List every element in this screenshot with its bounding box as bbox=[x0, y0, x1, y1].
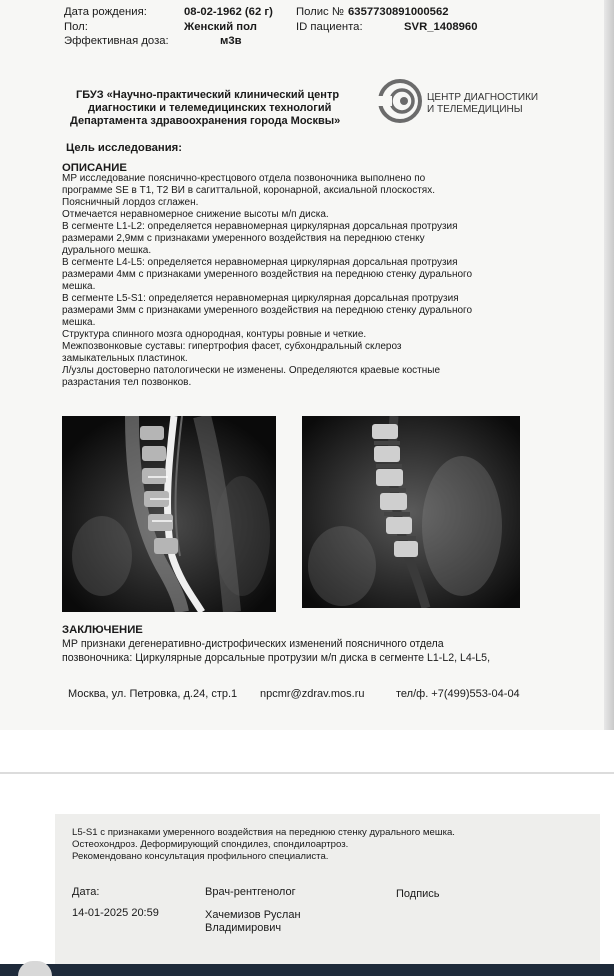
signature-label: Подпись bbox=[396, 888, 440, 900]
description-line: Поясничный лордоз сглажен. bbox=[62, 197, 199, 208]
conclusion-line: МР признаки дегенеративно-дистрофических изменений поясничного отдела bbox=[62, 638, 444, 650]
report-page-2 bbox=[0, 776, 614, 964]
description-line: размерами 4мм с признаками умеренного воздействия на переднюю стенку дурального bbox=[62, 269, 473, 280]
dose-value: м3в bbox=[220, 35, 242, 47]
continuation-line: Остеохондроз. Деформирующий спондилез, спондилоартроз. bbox=[72, 839, 349, 850]
page-2-continuation bbox=[72, 827, 455, 863]
continuation-line: L5-S1 с признаками умеренного воздействия на переднюю стенку дурального мешка. bbox=[72, 827, 455, 838]
doctor-role-label: Врач-рентгенолог bbox=[205, 886, 296, 898]
date-value: 14-01-2025 20:59 bbox=[72, 907, 159, 919]
footer-phone: тел/ф. +7(499)553-04-04 bbox=[396, 688, 520, 700]
logo-text-line-2: И ТЕЛЕМЕДИЦИНЫ bbox=[427, 104, 523, 115]
description-line: Межпозвонковые суставы: гипертрофия фасет, субхондральный склероз bbox=[62, 341, 402, 352]
bottom-toolbar bbox=[0, 964, 614, 976]
page-gap bbox=[0, 730, 614, 775]
patient-id-value: SVR_1408960 bbox=[404, 21, 478, 33]
description-line: размерами 3мм с признаками умеренного воздействия на переднюю стенку дурального bbox=[62, 305, 473, 316]
mri-image-sagittal-t1 bbox=[302, 416, 520, 608]
dose-label: Эффективная доза: bbox=[64, 35, 169, 47]
org-line-2: диагностики и телемедицинских технологий bbox=[88, 102, 332, 114]
footer-address: Москва, ул. Петровка, д.24, стр.1 bbox=[68, 688, 238, 700]
description-line: программе SE в T1, T2 ВИ в сагиттальной, коронарной, аксиальной плоскостях. bbox=[62, 185, 435, 196]
description-line: МР исследование пояснично-крестцового отдела позвоночника выполнено по bbox=[62, 173, 426, 184]
conclusion-line: позвоночника: Циркулярные дорсальные протрузии м/п диска в сегменте L1-L2, L4-L5, bbox=[62, 652, 491, 664]
page-2-sheet bbox=[55, 814, 600, 964]
page-separator bbox=[0, 772, 614, 774]
center-logo-icon bbox=[378, 78, 422, 124]
footer-email: npcmr@zdrav.mos.ru bbox=[260, 688, 365, 700]
description-line: мешка. bbox=[62, 317, 96, 328]
policy-label: Полис № bbox=[296, 6, 344, 18]
description-heading: ОПИСАНИЕ bbox=[62, 162, 127, 174]
continuation-line: Рекомендовано консультация профильного специалиста. bbox=[72, 851, 329, 862]
mri-image-sagittal-t2 bbox=[62, 416, 276, 612]
sex-value: Женский пол bbox=[184, 21, 257, 33]
description-line: В сегменте L5-S1: определяется неравномерная циркулярная дорсальная протрузия bbox=[62, 293, 459, 304]
page-edge-shadow bbox=[604, 0, 614, 730]
doctor-name-line-1: Хачемизов Руслан bbox=[205, 909, 301, 921]
doctor-name-line-2: Владимирович bbox=[205, 922, 282, 934]
description-body bbox=[62, 173, 472, 389]
dob-label: Дата рождения: bbox=[64, 6, 147, 18]
description-line: В сегменте L4-L5: определяется неравномерная циркулярная дорсальная протрузия bbox=[62, 257, 458, 268]
policy-value: 6357730891000562 bbox=[348, 6, 449, 18]
description-line: В сегменте L1-L2: определяется неравномерная циркулярная дорсальная протрузия bbox=[62, 221, 458, 232]
conclusion-heading: ЗАКЛЮЧЕНИЕ bbox=[62, 624, 143, 636]
description-line: Структура спинного мозга однородная, контуры ровные и четкие. bbox=[62, 329, 367, 340]
description-line: мешка. bbox=[62, 281, 96, 292]
description-line: дурального мешка. bbox=[62, 245, 152, 256]
conclusion-body bbox=[62, 637, 490, 665]
description-line: замыкательных пластинок. bbox=[62, 353, 188, 364]
description-line: Л/узлы достоверно патологически не изменены. Определяются краевые костные bbox=[62, 365, 441, 376]
org-line-1: ГБУЗ «Научно-практический клинический центр bbox=[76, 89, 340, 101]
goal-label: Цель исследования: bbox=[66, 142, 183, 154]
date-label: Дата: bbox=[72, 886, 100, 898]
patient-id-label: ID пациента: bbox=[296, 21, 363, 33]
avatar-button[interactable] bbox=[18, 961, 52, 976]
description-line: разрастания тел позвонков. bbox=[62, 377, 192, 388]
org-line-3: Департамента здравоохранения города Москвы» bbox=[70, 115, 341, 127]
logo-text-line-1: ЦЕНТР ДИАГНОСТИКИ bbox=[427, 92, 539, 103]
sex-label: Пол: bbox=[64, 21, 88, 33]
description-line: Отмечается неравномерное снижение высоты м/п диска. bbox=[62, 209, 329, 220]
dob-value: 08-02-1962 (62 г) bbox=[184, 6, 273, 18]
description-line: размерами 2,9мм с признаками умеренного воздействия на переднюю стенку bbox=[62, 233, 425, 244]
